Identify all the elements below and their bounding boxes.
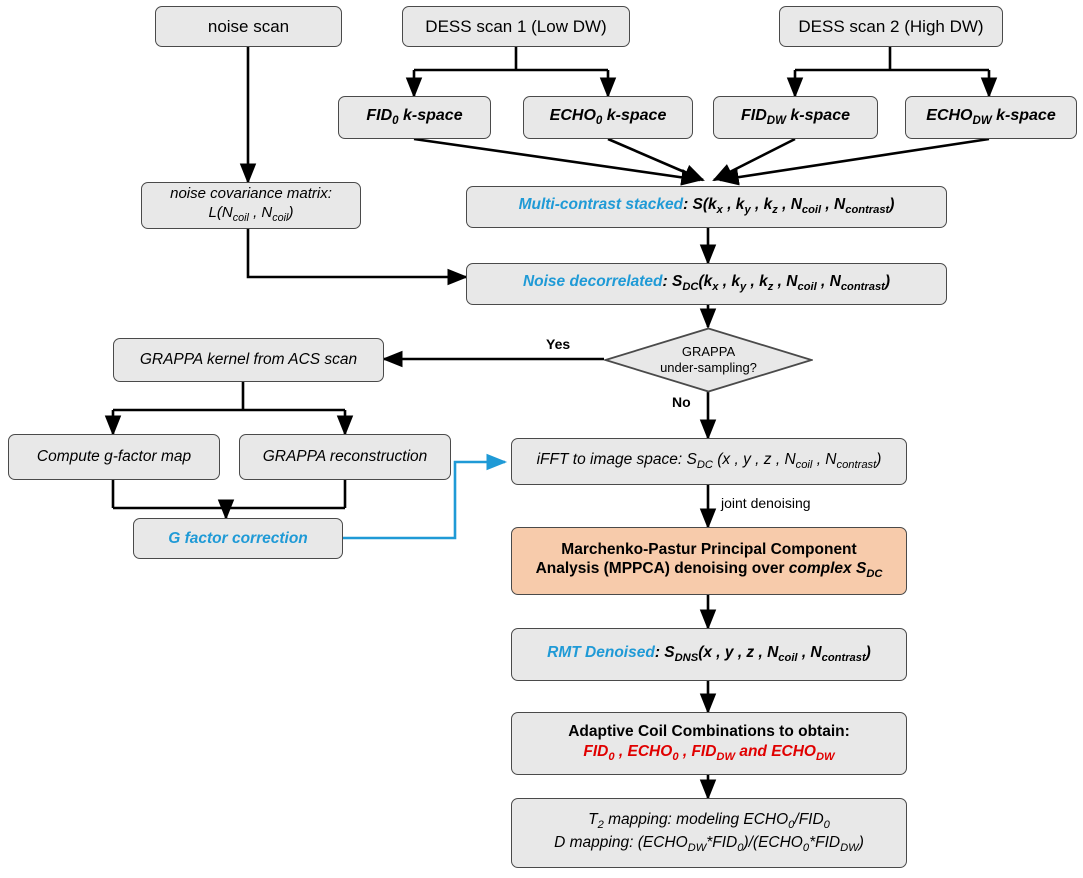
node-noise-decorrelated — [466, 263, 947, 305]
node-g-factor-correction-label: G factor correction — [168, 529, 308, 547]
node-t2-d-mapping-label: $T_2$ mapping: modeling $ECHO_0/FID_0$ D mapping: $(ECHO_{DW}*FID_0)/(ECHO_0*FID_{DW})$ — [554, 810, 864, 855]
node-ifft-image-space — [511, 438, 907, 485]
edge-label-joint-denoising: joint denoising — [721, 495, 811, 511]
node-dess-scan-2 — [779, 6, 1003, 47]
node-mppca-denoising-label: Marchenko-Pastur Principal Component Analysis (MPPCA) denoising over complex $S_{DC}$ — [535, 540, 883, 581]
node-adaptive-coil-combination — [511, 712, 907, 775]
node-compute-g-factor-map-label: Compute g-factor map — [36, 448, 192, 466]
node-rmt-denoised — [511, 628, 907, 681]
node-g-factor-correction — [133, 518, 343, 559]
node-fiddw-kspace — [713, 96, 878, 139]
node-echodw-kspace — [905, 96, 1077, 139]
node-grappa-kernel-label: GRAPPA kernel from ACS scan — [139, 351, 358, 369]
node-noise-scan-label: noise scan — [207, 16, 290, 36]
node-mppca-denoising — [511, 527, 907, 595]
node-rmt-denoised-label: RMT Denoised: $S_{DNS}(x$ , y , z , $N_{coil}$ , $N_{contrast}$) — [547, 643, 871, 665]
node-fid0-kspace — [338, 96, 491, 139]
node-ifft-image-space-label: iFFT to image space: $S_{DC}$ (x , y , z , $N_{coil}$ , $N_{contrast}$) — [536, 450, 882, 472]
node-multicontrast-stacked-label: Multi-contrast stacked: $S(k_x$ , $k_y$ , $k_z$ , $N_{coil}$ , $N_{contrast}$) — [518, 196, 895, 217]
node-noise-covariance — [141, 182, 361, 229]
node-grappa-reconstruction — [239, 434, 451, 480]
node-echo0-kspace — [523, 96, 693, 139]
decision-line-2: under-sampling? — [660, 360, 757, 375]
node-dess-scan-1-label: DESS scan 1 (Low DW) — [425, 16, 607, 36]
node-t2-d-mapping — [511, 798, 907, 868]
node-fid0-kspace-label: $FID_0$ k-space — [366, 107, 463, 128]
node-noise-decorrelated-label: Noise decorrelated: $S_{DC}(k_x$ , $k_y$ , $k_z$ , $N_{coil}$ , $N_{contrast}$) — [522, 273, 891, 294]
node-multicontrast-stacked — [466, 186, 947, 228]
node-compute-g-factor-map — [8, 434, 220, 480]
decision-line-1: GRAPPA — [681, 344, 736, 360]
node-grappa-kernel — [113, 338, 384, 382]
node-noise-covariance-label: noise covariance matrix: $L(N_{coil}$ , $N_{coil}$) — [170, 185, 332, 225]
edge-label-no: No — [672, 394, 691, 410]
edge-label-yes: Yes — [546, 336, 571, 352]
node-noise-scan — [155, 6, 342, 47]
node-echo0-kspace-label: $ECHO_0$ k-space — [549, 107, 667, 128]
node-fiddw-kspace-label: $FID_{DW}$ k-space — [740, 107, 850, 128]
node-dess-scan-2-label: DESS scan 2 (High DW) — [798, 16, 984, 36]
node-dess-scan-1 — [402, 6, 630, 47]
node-echodw-kspace-label: $ECHO_{DW}$ k-space — [926, 107, 1056, 128]
node-grappa-reconstruction-label: GRAPPA reconstruction — [262, 448, 428, 466]
node-adaptive-coil-combination-label: Adaptive Coil Combinations to obtain: $FID_0$ , $ECHO_0$ , $FID_{DW}$ and $ECHO_{DW}$ — [568, 723, 850, 763]
decision-grappa-undersampling — [604, 327, 813, 393]
